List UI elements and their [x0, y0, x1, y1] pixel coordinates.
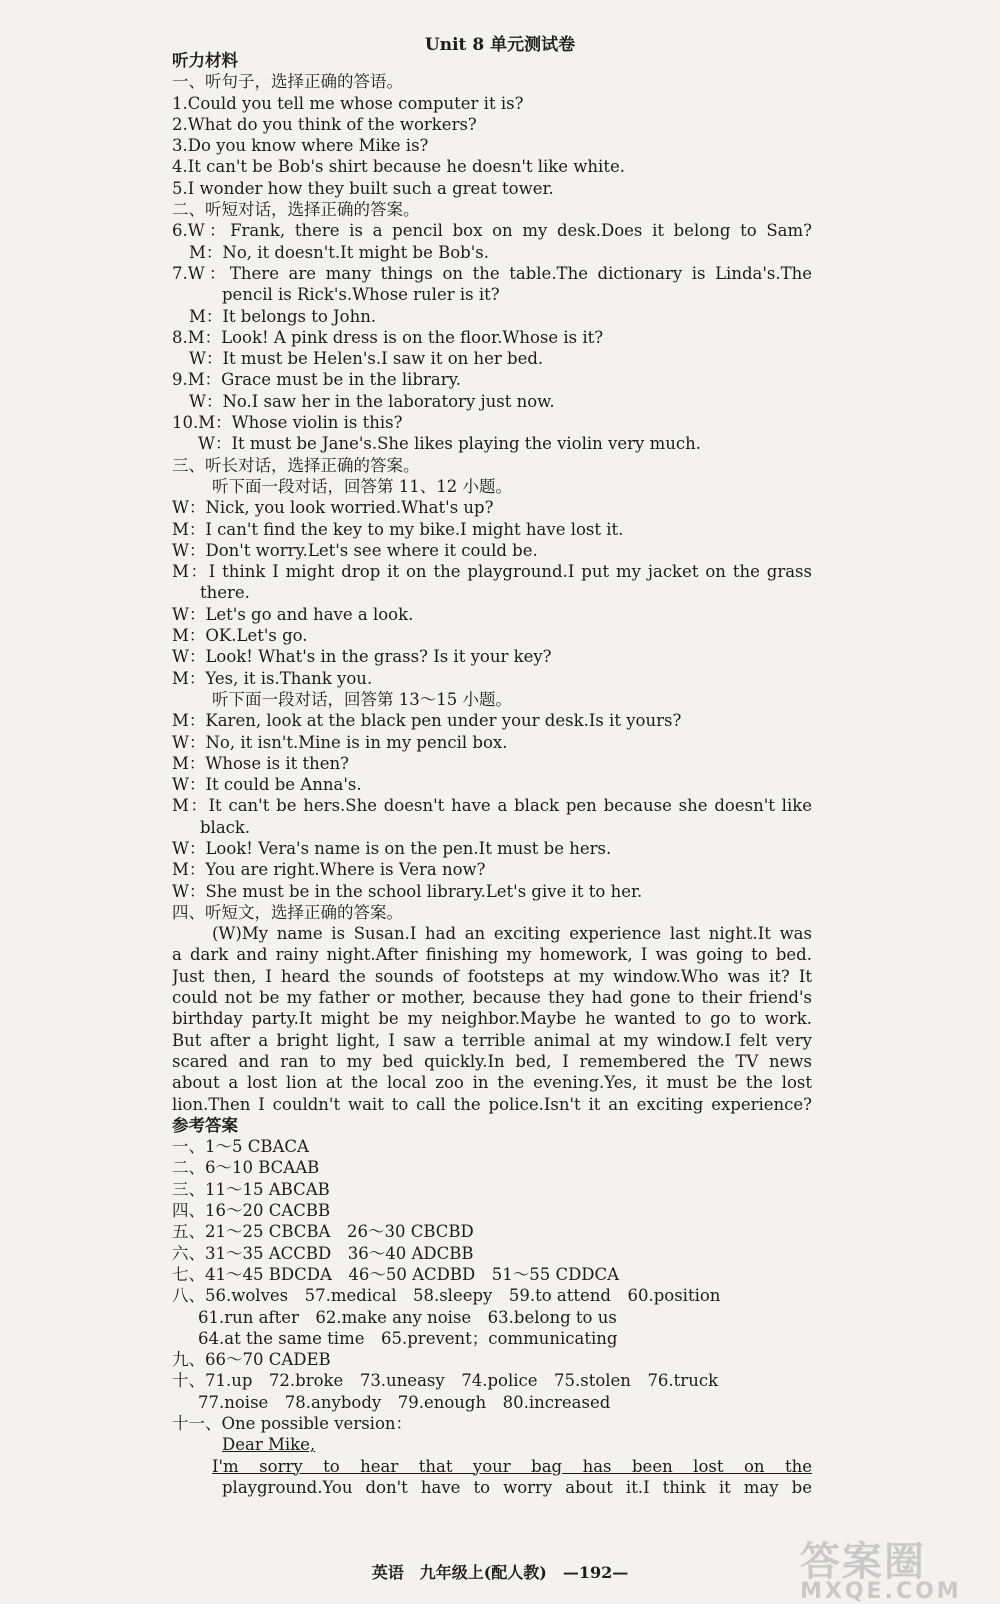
text-line: W：No, it isn't.Mine is in my pencil box. [172, 732, 508, 752]
text-line: pencil is Rick's.Whose ruler is it? [222, 285, 500, 305]
text-body [172, 50, 812, 1498]
text-line: 十一、One possible version： [172, 1414, 412, 1433]
text-line: M：Karen, look at the black pen under your desk.Is it yours? [172, 711, 682, 731]
text-line: 7.W：There are many things on the table.The dictionary is Linda's.The [172, 263, 812, 283]
text-line: 八、56.wolves 57.medical 58.sleepy 59.to attend 60.position [172, 1286, 721, 1306]
text-line: W：Let's go and have a look. [172, 604, 414, 624]
text-line: 10.M：Whose violin is this? [172, 413, 403, 433]
text-line: 听力材料 [172, 51, 238, 70]
text-line: black. [200, 817, 251, 837]
text-line: lion.Then I couldn't wait to call the police.Isn't it an exciting experience? [172, 1094, 812, 1114]
text-line: Just then, I heard the sounds of footsteps at my window.Who was it? It [172, 966, 812, 986]
text-line: W：It must be Helen's.I saw it on her bed. [189, 349, 544, 369]
text-line: M：It can't be hers.She doesn't have a black pen because she doesn't like [172, 796, 812, 816]
text-line: could not be my father or mother, because they had gone to their friend's [172, 988, 812, 1008]
text-line: 3.Do you know where Mike is? [172, 136, 429, 156]
text-line: 七、41～45 BDCDA 46～50 ACDBD 51～55 CDDCA [172, 1264, 620, 1284]
text-line: 61.run after 62.make any noise 63.belong to us [198, 1307, 617, 1327]
text-line: 二、6～10 BCAAB [172, 1158, 320, 1178]
page-footer: 英语 九年级上(配人教) —192— [371, 1563, 629, 1582]
text-line: 参考答案 [172, 1115, 238, 1135]
text-line: 77.noise 78.anybody 79.enough 80.increased [198, 1392, 611, 1412]
watermark-logo [800, 1530, 970, 1604]
text-line: 5.I wonder how they built such a great tower. [172, 178, 554, 198]
text-line: 二、听短对话，选择正确的答案。 [172, 200, 420, 220]
text-line: But after a bright light, I saw a terrible animal at my window.I felt very [172, 1030, 812, 1050]
text-line: W：It must be Jane's.She likes playing the violin very much. [198, 434, 701, 454]
text-line: 三、听长对话，选择正确的答案。 [172, 455, 420, 475]
text-line: scared and ran to my bed quickly.In bed, I remembered the TV news [172, 1051, 812, 1071]
text-line: birthday party.It might be my neighbor.Maybe he wanted to go to work. [172, 1009, 812, 1029]
text-line: 64.at the same time 65.prevent；communicating [198, 1328, 618, 1348]
text-line: 一、1～5 CBACA [172, 1137, 309, 1157]
text-line: (W)My name is Susan.I had an exciting experience last night.It was [212, 924, 812, 944]
text-line: M：I can't find the key to my bike.I might have lost it. [172, 519, 624, 539]
text-line: 一、听句子，选择正确的答语。 [172, 72, 403, 92]
text-line: W：She must be in the school library.Let's give it to her. [172, 881, 643, 901]
text-line: 听下面一段对话，回答第 11、12 小题。 [212, 476, 512, 496]
text-line: 2.What do you think of the workers? [172, 114, 477, 134]
text-line: a dark and rainy night.After finishing my homework, I was going to bed. [172, 945, 812, 965]
text-line: 五、21～25 CBCBA 26～30 CBCBD [172, 1222, 474, 1242]
text-line: about a lost lion at the local zoo in the evening.Yes, it must be the lost [172, 1073, 812, 1093]
text-line: M：You are right.Where is Vera now? [172, 860, 486, 880]
text-line: 三、11～15 ABCAB [172, 1179, 330, 1199]
text-line: 9.M：Grace must be in the library. [172, 370, 461, 390]
text-line: W：Don't worry.Let's see where it could be. [172, 540, 538, 560]
text-line: W：It could be Anna's. [172, 775, 362, 795]
watermark-top: 答案圈 [800, 1539, 926, 1585]
text-line: M：I think I might drop it on the playground.I put my jacket on the grass [172, 562, 812, 582]
text-line: M：OK.Let's go. [172, 626, 308, 646]
text-line: Dear Mike, [222, 1435, 316, 1455]
text-line: 十、71.up 72.broke 73.uneasy 74.police 75.stolen 76.truck [172, 1371, 719, 1391]
text-line: 六、31～35 ACCBD 36～40 ADCBB [172, 1243, 474, 1263]
text-line: 九、66～70 CADEB [172, 1350, 331, 1370]
text-line: M：Yes, it is.Thank you. [172, 668, 373, 688]
watermark-bottom: MXQE.COM [800, 1579, 962, 1604]
text-line: M：No, it doesn't.It might be Bob's. [189, 242, 489, 262]
text-line: W：Look! What's in the grass? Is it your key? [172, 647, 552, 667]
text-line: W：Look! Vera's name is on the pen.It must be hers. [172, 838, 612, 858]
text-line: 6.W：Frank, there is a pencil box on my desk.Does it belong to Sam? [172, 221, 812, 241]
text-line: 四、听短文，选择正确的答案。 [172, 902, 403, 922]
text-line: 听下面一段对话，回答第 13～15 小题。 [212, 689, 512, 709]
text-line: I'm sorry to hear that your bag has been lost on the [212, 1456, 812, 1476]
text-line: 8.M：Look! A pink dress is on the floor.Whose is it? [172, 327, 604, 347]
text-line: W：Nick, you look worried.What's up? [172, 498, 494, 518]
text-line: 4.It can't be Bob's shirt because he doesn't like white. [172, 157, 625, 177]
text-line: W：No.I saw her in the laboratory just now. [189, 391, 555, 411]
text-line: 四、16～20 CACBB [172, 1201, 331, 1221]
text-line: M：It belongs to John. [189, 306, 377, 326]
text-line: there. [200, 583, 250, 603]
text-line: M：Whose is it then? [172, 753, 350, 773]
text-line: playground.You don't have to worry about it.I think it may be [222, 1477, 812, 1497]
text-line: 1.Could you tell me whose computer it is? [172, 93, 524, 113]
page-title: Unit 8 单元测试卷 [424, 35, 576, 55]
